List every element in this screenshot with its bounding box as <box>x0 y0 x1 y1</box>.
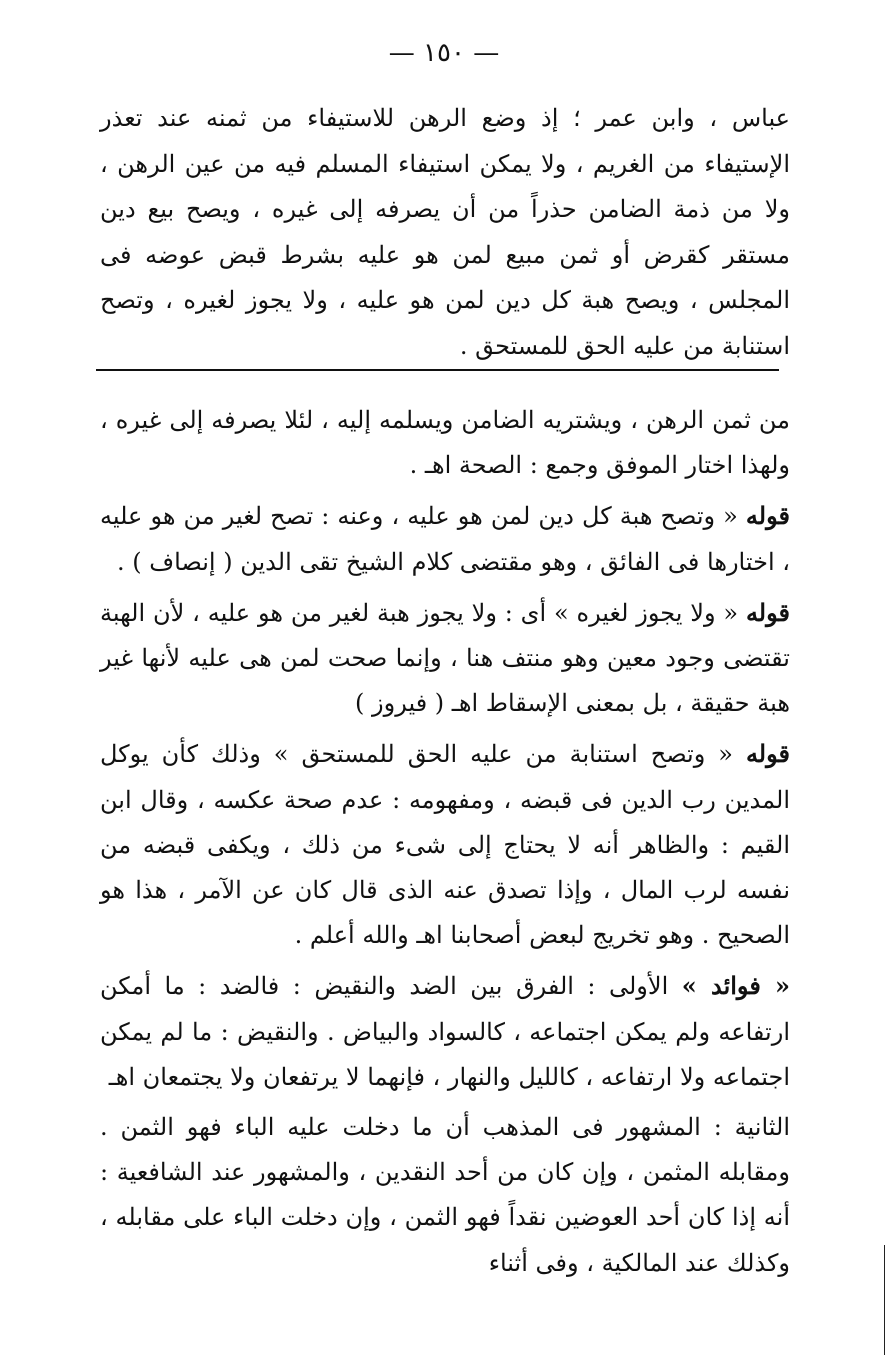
commentary-text: « ولا يجوز لغيره » أى : ولا يجوز هبة لغير من هو عليه ، لأن الهبة تقتضى وجود معين وهو منتف هنا ، وإنما صحت لمن هى عليه لأنها غير هبة حقيقة ، بل بمعنى الإسقاط اهـ ( فيروز ) <box>100 598 790 718</box>
commentary-text: من ثمن الرهن ، ويشتريه الضامن ويسلمه إليه ، لئلا يصرفه إلى غيره ، ولهذا اختار الموفق وجمع : الصحة اهـ . <box>100 406 790 480</box>
commentary-text: « وتصح هبة كل دين لمن هو عليه ، وعنه : تصح لغير من هو عليه ، اختارها فى الفائق ، وهو مقتضى كلام الشيخ تقى الدين ( إنصاف ) . <box>100 502 790 576</box>
commentary-text: الثانية : المشهور فى المذهب أن ما دخلت عليه الباء فهو الثمن . ومقابله المثمن ، وإن كان من أحد النقدين ، والمشهور عند الشافعية : أنه إذا كان أحد العوضين نقداً فهو الثمن ، وإن دخلت الباء على مقابله ، وكذلك عند المالكية ، وفى أثناء <box>100 1113 790 1277</box>
commentary-paragraph <box>100 398 790 488</box>
commentary-paragraph <box>100 493 790 584</box>
commentary-lead: قوله <box>745 739 790 769</box>
commentary-lead: قوله <box>745 597 790 627</box>
commentary-text: « وتصح استنابة من عليه الحق للمستحق » وذلك كأن يوكل المدين رب الدين فى قبضه ، ومفهومه : عدم صحة عكسه ، وقال ابن القيم : والظاهر أنه لا يحتاج إلى شىء من ذلك ، ويكفى قبضه من نفسه لرب المال ، وإذا تصدق عنه الذى قال كان عن الآمر ، هذا هو الصحيح . وهو تخريج لبعض أصحابنا اهـ والله أعلم . <box>100 740 790 950</box>
commentary-text: الأولى : الفرق بين الضد والنقيض : فالضد : ما أمكن ارتفاعه ولم يمكن اجتماعه ، كالسواد والبياض . والنقيض : ما لم يمكن اجتماعه ولا ارتفاعه ، كالليل والنهار ، فإنهما لا يرتفعان ولا يجتمعان اهـ <box>100 972 790 1091</box>
commentary-lead: « فوائد » <box>681 971 791 1001</box>
page-edge-line <box>884 1245 885 1355</box>
commentary <box>100 398 790 1286</box>
main-text: عباس ، وابن عمر ؛ إذ وضع الرهن للاستيفاء من ثمنه عند تعذر الإستيفاء من الغريم ، ولا يمكن استيفاء المسلم فيه من عين الرهن ، ولا من ذمة الضامن حذراً من أن يصرفه إلى غيره ، ويصح بيع دين مستقر كقرض أو ثمن مبيع لمن هو عليه بشرط قبض عوضه فى المجلس ، ويصح هبة كل دين لمن هو عليه ، ولا يجوز لغيره ، وتصح استنابة من عليه الحق للمستحق . <box>100 104 790 360</box>
commentary-paragraph <box>100 731 790 958</box>
commentary-paragraph <box>100 1105 790 1286</box>
commentary-paragraph <box>100 590 790 727</box>
page-number: — ١٥٠ — <box>388 38 500 68</box>
separator-rule <box>96 369 779 371</box>
commentary-lead: قوله <box>745 501 790 531</box>
commentary-paragraph <box>100 963 790 1100</box>
